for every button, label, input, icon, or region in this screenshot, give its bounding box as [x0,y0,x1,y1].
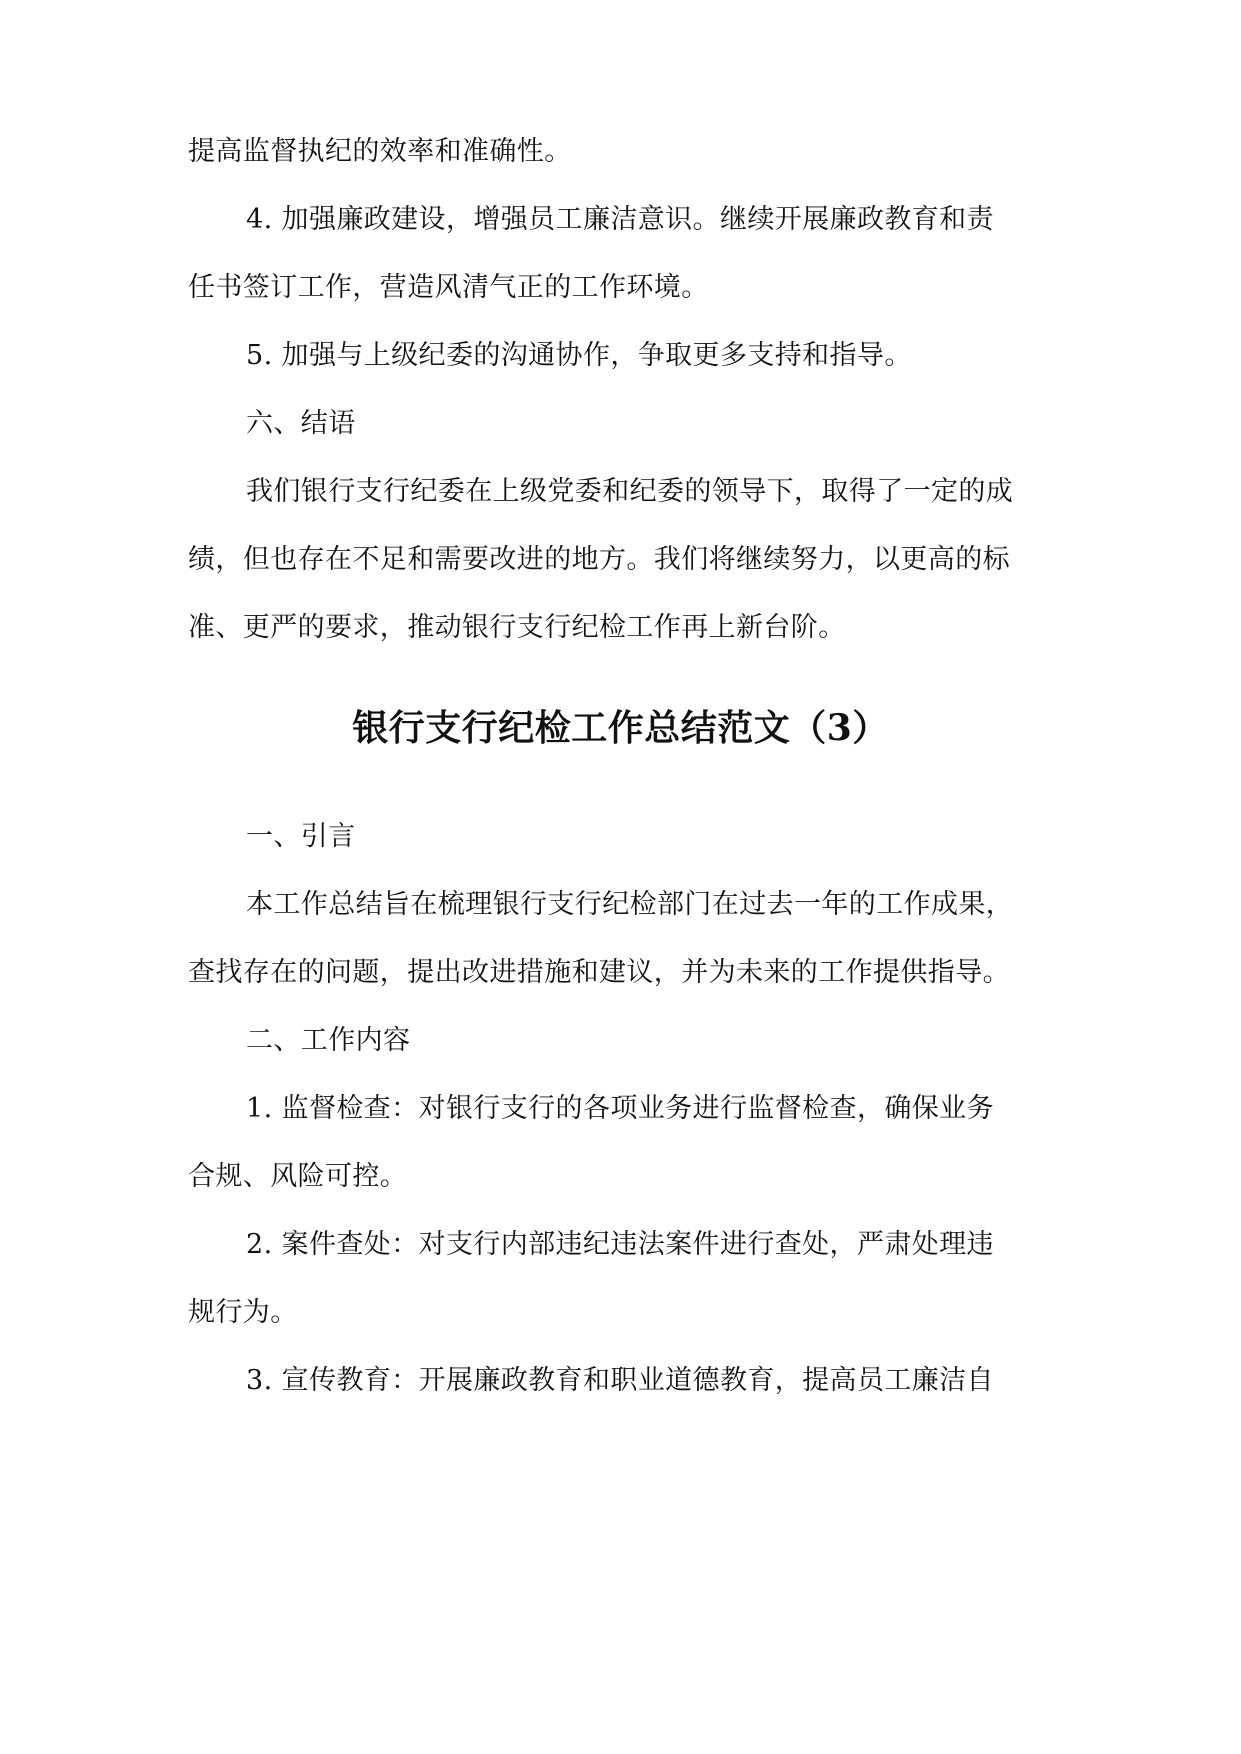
list-item-3-line: 3. 宣传教育：开展廉政教育和职业道德教育，提高员工廉洁自 [246,1365,994,1396]
section-heading-introduction: 一、引言 [246,821,356,852]
paragraph-line: 本工作总结旨在梳理银行支行纪检部门在过去一年的工作成果， [246,889,1014,920]
list-item-2-continuation: 规行为。 [188,1297,298,1328]
paragraph-line: 我们银行支行纪委在上级党委和纪委的领导下，取得了一定的成 [246,476,1014,507]
list-item-1-line: 1. 监督检查：对银行支行的各项业务进行监督检查，确保业务 [246,1093,994,1124]
list-item-5-line: 5. 加强与上级纪委的沟通协作，争取更多支持和指导。 [246,340,912,371]
list-item-4-continuation: 任书签订工作，营造风清气正的工作环境。 [188,272,709,303]
document-title: 银行支行纪检工作总结范文（3） [352,707,889,749]
section-heading-work-content: 二、工作内容 [246,1025,411,1056]
list-item-1-continuation: 合规、风险可控。 [188,1161,408,1192]
paragraph-line: 绩，但也存在不足和需要改进的地方。我们将继续努力，以更高的标 [188,544,1010,575]
paragraph-line: 准、更严的要求，推动银行支行纪检工作再上新台阶。 [188,612,846,643]
section-heading-conclusion: 六、结语 [246,408,356,439]
paragraph-line: 查找存在的问题，提出改进措施和建议，并为未来的工作提供指导。 [188,957,1010,988]
list-item-4-line: 4. 加强廉政建设，增强员工廉洁意识。继续开展廉政教育和责 [246,204,994,235]
paragraph-line: 提高监督执纪的效率和准确性。 [188,136,572,167]
list-item-2-line: 2. 案件查处：对支行内部违纪违法案件进行查处，严肃处理违 [246,1229,994,1260]
